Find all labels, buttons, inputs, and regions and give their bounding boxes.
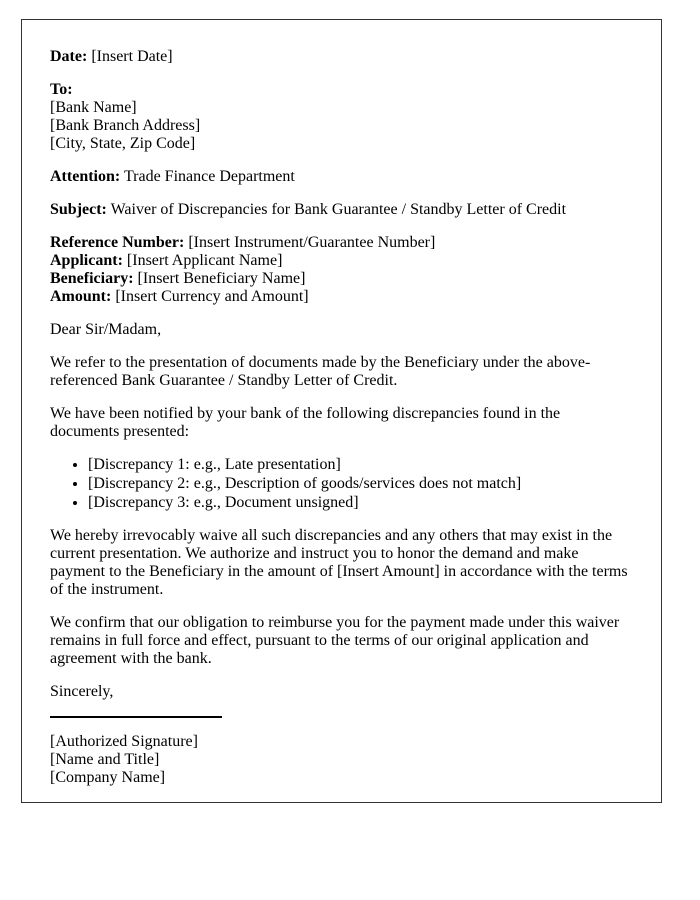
amount-label: Amount: xyxy=(50,288,112,305)
applicant-value: [Insert Applicant Name] xyxy=(126,252,283,269)
date-value: [Insert Date] xyxy=(91,48,173,65)
discrepancy-item-2: • [Discrepancy 2: e.g., Description of goods/services does not match] xyxy=(88,475,633,493)
recipient-block xyxy=(50,81,633,153)
discrepancy-list xyxy=(50,456,633,512)
discrepancy-item-3: • [Discrepancy 3: e.g., Document unsigned] xyxy=(88,494,633,512)
signature-block xyxy=(50,733,633,787)
to-label: To: xyxy=(50,81,73,98)
closing: Sincerely, xyxy=(50,683,114,700)
attention-value: Trade Finance Department xyxy=(123,168,295,185)
beneficiary-value: [Insert Beneficiary Name] xyxy=(137,270,306,287)
discrepancy-item-1: • [Discrepancy 1: e.g., Late presentation] xyxy=(88,456,633,474)
amount-value: [Insert Currency and Amount] xyxy=(115,288,309,305)
name-and-title-placeholder: [Name and Title] xyxy=(50,751,160,768)
date-label: Date: xyxy=(50,48,88,65)
paragraph-confirmation: We confirm that our obligation to reimburse you for the payment made under this waiver remains in full force and effect, pursuant to the terms of our original application and agreement with the bank. xyxy=(50,614,620,667)
bank-branch-address: [Bank Branch Address] xyxy=(50,117,201,134)
subject-value: Waiver of Discrepancies for Bank Guarantee / Standby Letter of Credit xyxy=(110,201,567,218)
attention-line xyxy=(50,168,633,186)
applicant-label: Applicant: xyxy=(50,252,123,269)
paragraph-waiver: We hereby irrevocably waive all such discrepancies and any others that may exist in the current presentation. We authorize and instruct you to honor the demand and make payment to the Beneficiary in the amount of [Insert Amount] in accordance with the terms of the instrument. xyxy=(50,527,628,598)
date-line xyxy=(50,48,633,66)
reference-number-value: [Insert Instrument/Guarantee Number] xyxy=(188,234,436,251)
subject-label: Subject: xyxy=(50,201,107,218)
signature-line xyxy=(50,716,222,718)
attention-label: Attention: xyxy=(50,168,121,185)
salutation: Dear Sir/Madam, xyxy=(50,321,162,338)
bank-city-state-zip: [City, State, Zip Code] xyxy=(50,135,196,152)
paragraph-reference: We refer to the presentation of documents made by the Beneficiary under the above-referenced Bank Guarantee / Standby Letter of Credit. xyxy=(50,354,591,389)
reference-block xyxy=(50,234,633,306)
subject-line xyxy=(50,201,633,219)
authorized-signature-placeholder: [Authorized Signature] xyxy=(50,733,198,750)
beneficiary-label: Beneficiary: xyxy=(50,270,134,287)
paragraph-notification: We have been notified by your bank of the following discrepancies found in the documents presented: xyxy=(50,405,561,440)
company-name-placeholder: [Company Name] xyxy=(50,769,166,786)
waiver-letter xyxy=(21,19,662,803)
bank-name: [Bank Name] xyxy=(50,99,137,116)
reference-number-label: Reference Number: xyxy=(50,234,185,251)
